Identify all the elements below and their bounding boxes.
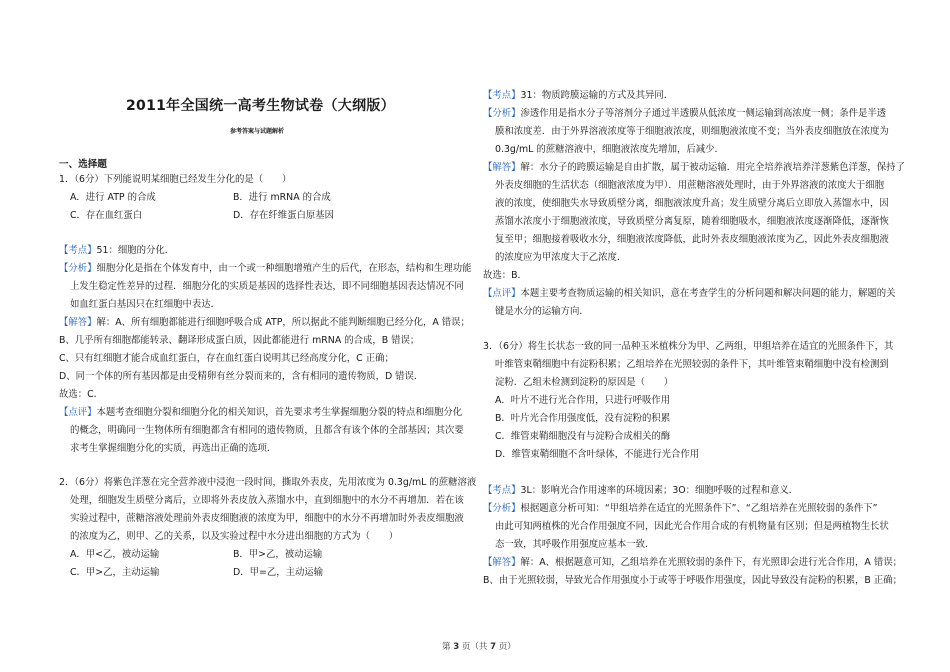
q3-stem-2: 叶维管束鞘细胞中有淀粉积累；乙组培养在光照较弱的条件下，其叶维管束鞘细胞中没有检测到 bbox=[495, 359, 889, 370]
jieda-text: 解：A、根据题意可知，乙组培养在光照较弱的条件下，有光照即会进行光合作用，A 错误； bbox=[520, 557, 902, 568]
footer-prefix: 第 bbox=[442, 642, 451, 652]
page-footer bbox=[442, 640, 516, 652]
fenxi-tag: 【分析】 bbox=[483, 503, 521, 514]
footer-mid: 页（共 bbox=[461, 642, 488, 652]
q1-answer: 故选：C． bbox=[59, 389, 104, 400]
q2-fenxi-2: 膜和浓度差．由于外界溶液浓度等于细胞液浓度，则细胞液浓度不变；当外表皮细胞放在浓度为 bbox=[495, 126, 889, 137]
q3-jieda-2: B、由于光照较弱，导致光合作用强度小于或等于呼吸作用强度，因此导致没有淀粉的积累，B 正确； bbox=[483, 575, 902, 586]
q1-fenxi bbox=[59, 262, 472, 275]
q1-kaodian bbox=[59, 244, 174, 257]
q3-option-d: D．维管束鞘细胞不含叶绿体，不能进行光合作用 bbox=[495, 449, 700, 460]
q2-jieda-5: 复至甲；细胞接着吸收水分，细胞液浓度降低，此时外表皮细胞液浓度为乙，因此外表皮细胞液 bbox=[495, 234, 889, 245]
q1-jieda bbox=[59, 316, 470, 329]
fenxi-tag: 【分析】 bbox=[59, 263, 97, 274]
jieda-tag: 【解答】 bbox=[483, 162, 521, 173]
q3-option-c: C．维管束鞘细胞没有与淀粉合成相关的酶 bbox=[495, 431, 671, 442]
q2-kaodian bbox=[483, 89, 673, 102]
kaodian-text: 31：物质跨膜运输的方式及其异同． bbox=[520, 90, 674, 101]
dianping-tag: 【点评】 bbox=[483, 288, 521, 299]
q2-stem-3: 实验过程中，蔗糖溶液处理前外表皮细胞液的浓度为甲，细胞中的水分不再增加时外表皮细胞液 bbox=[70, 513, 464, 524]
q1-option-d: D．存在纤维蛋白原基因 bbox=[233, 210, 334, 221]
fenxi-text: 细胞分化是指在个体发育中，由一个或一种细胞增殖产生的后代，在形态，结构和生理功能 bbox=[96, 263, 472, 274]
q1-jieda-2: B、几乎所有细胞都能转录、翻译形成蛋白质，因此都能进行 mRNA 的合成，B 错误； bbox=[59, 335, 420, 346]
q2-stem-4: 的浓度为乙，则甲、乙的关系，以及实验过程中水分进出细胞的方式为（ ） bbox=[70, 531, 399, 542]
page-subtitle: 参考答案与试题解析 bbox=[230, 128, 285, 135]
page-title: 2011年全国统一高考生物试卷（大纲版） bbox=[126, 98, 395, 114]
q1-stem: 1．（6分）下列能说明某细胞已经发生分化的是（ ） bbox=[59, 174, 292, 185]
q2-answer: 故选：B． bbox=[483, 270, 527, 281]
footer-suffix: 页） bbox=[498, 642, 516, 652]
q2-fenxi-3: 0.3g/mL 的蔗糖溶液中，细胞液浓度先增加，后减少． bbox=[495, 144, 724, 155]
q3-option-b: B．叶片光合作用强度低，没有淀粉的积累 bbox=[495, 413, 671, 424]
q3-stem-3: 淀粉．乙组未检测到淀粉的原因是（ ） bbox=[495, 377, 674, 388]
q2-fenxi bbox=[483, 107, 886, 120]
q3-fenxi-2: 由此可知两植株的光合作用强度不同，因此光合作用合成的有机物量有区别；但是两植物生长状 bbox=[495, 521, 889, 532]
q2-option-b: B．甲>乙，被动运输 bbox=[233, 549, 323, 560]
q2-stem-1: 2．（6分）将紫色洋葱在完全营养液中浸泡一段时间，撕取外表皮，先用浓度为 0.3g/mL 的蔗糖溶液 bbox=[59, 477, 477, 488]
q3-option-a: A．叶片不进行光合作用，只进行呼吸作用 bbox=[495, 395, 671, 406]
dianping-tag: 【点评】 bbox=[59, 407, 97, 418]
footer-page-number: 3 bbox=[453, 642, 460, 652]
q2-stem-2: 处理，细胞发生质壁分离后，立即将外表皮放入蒸馏水中，直到细胞中的水分不再增加．若在该 bbox=[70, 495, 464, 506]
q1-option-a: A．进行 ATP 的合成 bbox=[70, 192, 156, 203]
dianping-text: 本题主要考查物质运输的相关知识，意在考查学生的分析问题和解决问题的能力，解题的关 bbox=[520, 288, 896, 299]
q3-fenxi-3: 态一致，其呼吸作用强度应基本一致． bbox=[495, 539, 655, 550]
q2-jieda-4: 蒸馏水浓度小于细胞液浓度，导致质壁分离复原，随着细胞吸水，细胞液浓度逐渐降低，逐渐恢 bbox=[495, 216, 889, 227]
kaodian-text: 51：细胞的分化． bbox=[96, 245, 175, 256]
q3-stem-1: 3．（6分）将生长状态一致的同一品种玉米植株分为甲、乙两组，甲组培养在适宜的光照条件下，其 bbox=[483, 341, 894, 352]
q1-jieda-3: C、只有红细胞才能合成血红蛋白，存在血红蛋白说明其已经高度分化，C 正确； bbox=[59, 353, 394, 364]
q2-dianping-2: 键是水分的运输方向． bbox=[495, 306, 589, 317]
q2-jieda bbox=[483, 161, 905, 174]
q1-fenxi-2: 上发生稳定性差异的过程．细胞分化的实质是基因的选择性表达，即不同细胞基因表达情况不同 bbox=[70, 281, 464, 292]
q1-option-b: B．进行 mRNA 的合成 bbox=[233, 192, 331, 203]
q2-option-c: C．甲>乙，主动运输 bbox=[70, 567, 160, 578]
q1-dianping-3: 求考生掌握细胞分化的实质，再选出正确的选项． bbox=[70, 443, 277, 454]
jieda-tag: 【解答】 bbox=[483, 557, 521, 568]
q1-fenxi-3: 如血红蛋白基因只在红细胞中表达． bbox=[70, 299, 221, 310]
q1-jieda-4: D、同一个体的所有基因都是由受精卵有丝分裂而来的，含有相同的遗传物质，D 错误． bbox=[59, 371, 424, 382]
q2-option-a: A．甲<乙，被动运输 bbox=[70, 549, 160, 560]
q2-option-d: D．甲=乙，主动运输 bbox=[233, 567, 324, 578]
fenxi-text: 根据题意分析可知：“甲组培养在适宜的光照条件下”、“乙组培养在光照较弱的条件下” bbox=[520, 503, 878, 514]
jieda-text: 解：A、所有细胞都能进行细胞呼吸合成 ATP，所以据此不能判断细胞已经分化，A 错误； bbox=[96, 317, 470, 328]
q3-fenxi bbox=[483, 502, 877, 515]
fenxi-text: 渗透作用是指水分子等溶剂分子通过半透膜从低浓度一侧运输到高浓度一侧；条件是半透 bbox=[520, 108, 887, 119]
q1-dianping-2: 的概念，明确同一生物体所有细胞都含有相同的遗传物质，且都含有该个体的全部基因；其次要 bbox=[70, 425, 464, 436]
dianping-text: 本题考查细胞分裂和细胞分化的相关知识，首先要求考生掌握细胞分裂的特点和细胞分化 bbox=[96, 407, 463, 418]
q3-jieda bbox=[483, 556, 902, 569]
q2-jieda-6: 的浓度应为甲浓度大于乙浓度． bbox=[495, 252, 627, 263]
q2-jieda-3: 液的浓度，使细胞失水导致质壁分离，细胞液浓度升高；发生质壁分离后立即放入蒸馏水中，因 bbox=[495, 198, 889, 209]
footer-total-pages: 7 bbox=[490, 642, 496, 652]
section-heading: 一、选择题 bbox=[59, 159, 107, 170]
q3-kaodian bbox=[483, 484, 798, 497]
q1-option-c: C．存在血红蛋白 bbox=[70, 210, 143, 221]
kaodian-tag: 【考点】 bbox=[483, 485, 521, 496]
fenxi-tag: 【分析】 bbox=[483, 108, 521, 119]
kaodian-text: 3L：影响光合作用速率的环境因素；3O：细胞呼吸的过程和意义． bbox=[520, 485, 799, 496]
q2-jieda-2: 外表皮细胞的生活状态（细胞液浓度为甲）．用蔗糖溶液处理时，由于外界溶液的浓度大于细胞 bbox=[495, 180, 885, 191]
q2-dianping bbox=[483, 287, 896, 300]
jieda-tag: 【解答】 bbox=[59, 317, 97, 328]
kaodian-tag: 【考点】 bbox=[483, 90, 521, 101]
jieda-text: 解：水分子的跨膜运输是自由扩散，属于被动运输．用完全培养液培养洋葱紫色洋葱，保持了 bbox=[520, 162, 905, 173]
q1-dianping bbox=[59, 406, 462, 419]
kaodian-tag: 【考点】 bbox=[59, 245, 97, 256]
